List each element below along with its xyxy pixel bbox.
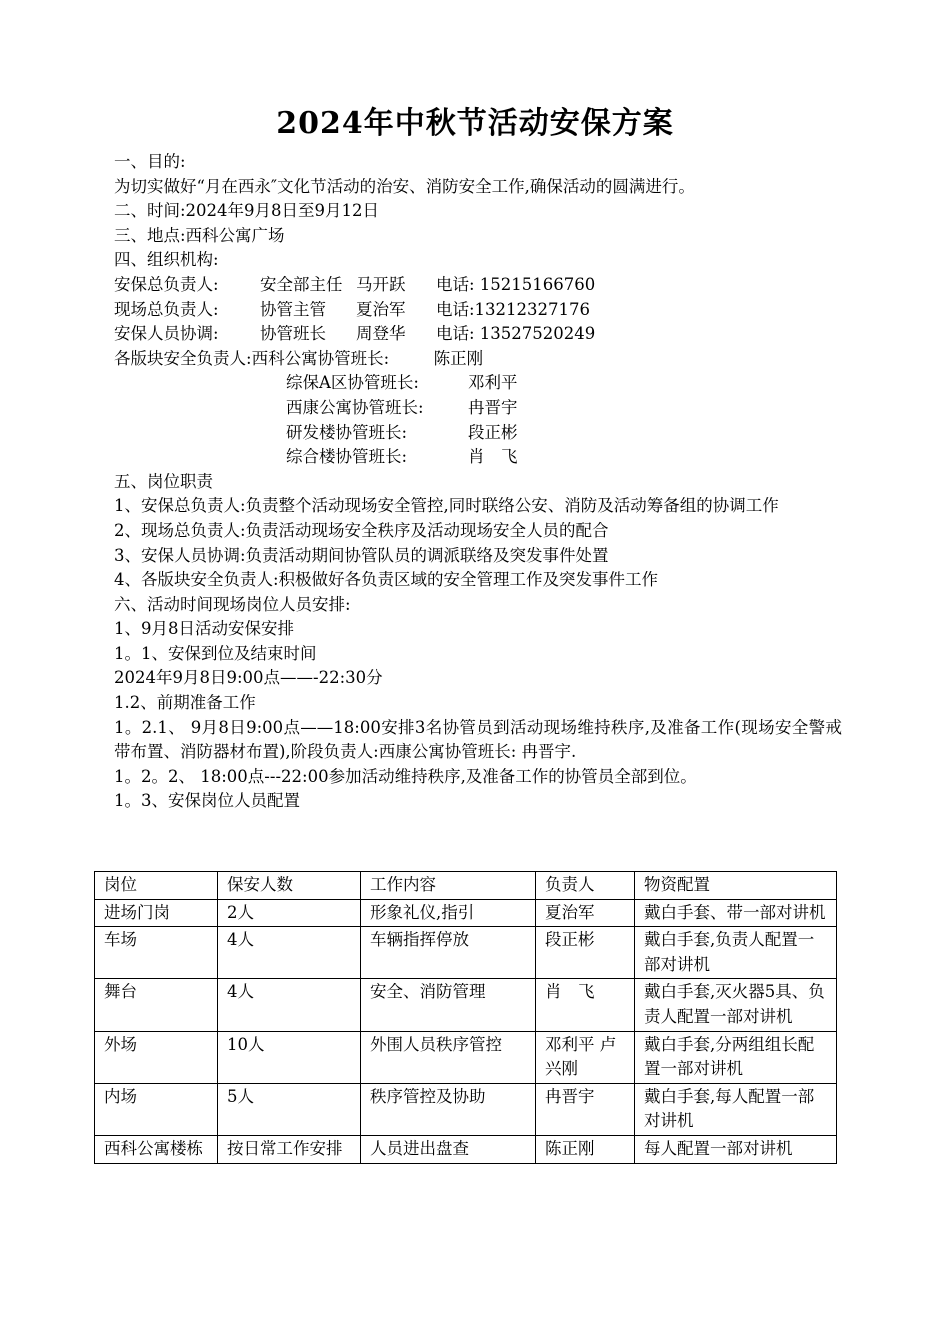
equipment-cell: 戴白手套,灭火器5具、负责人配置一部对讲机	[635, 979, 837, 1031]
duty-cell: 人员进出盘查	[361, 1135, 536, 1163]
table-row	[95, 979, 837, 1031]
block-row	[114, 445, 842, 470]
block-leader: 段正彬	[468, 422, 518, 442]
equipment-cell: 戴白手套、带一部对讲机	[635, 899, 837, 927]
block-row	[114, 421, 842, 446]
section-time: 二、时间:2024年9月8日至9月12日	[114, 201, 380, 221]
count-cell: 2人	[218, 899, 361, 927]
post-cell: 进场门岗	[95, 899, 218, 927]
org-name: 马开跃	[356, 274, 406, 294]
staffing-table	[94, 871, 837, 1164]
schedule-subheading: 1。1、安保到位及结束时间	[114, 643, 317, 663]
schedule-subheading: 1。3、安保岗位人员配置	[114, 791, 300, 811]
column-header: 保安人数	[218, 872, 361, 900]
org-role: 现场总负责人:	[114, 299, 219, 319]
duty-cell: 外围人员秩序管控	[361, 1031, 536, 1083]
table-row	[95, 1031, 837, 1083]
post-cell: 外场	[95, 1031, 218, 1083]
org-role: 安保人员协调:	[114, 324, 219, 344]
leader-cell: 肖 飞	[536, 979, 635, 1031]
table-row	[95, 1135, 837, 1163]
equipment-cell: 戴白手套,分两组组长配置一部对讲机	[635, 1031, 837, 1083]
org-phone: 电话:13212327176	[436, 299, 591, 319]
org-row	[114, 298, 842, 323]
org-row	[114, 273, 842, 298]
duty-item: 4、各版块安全负责人:积极做好各负责区域的安全管理工作及突发事件工作	[114, 570, 659, 590]
blocks-label: 各版块安全负责人:	[114, 348, 252, 368]
leader-cell: 夏治军	[536, 899, 635, 927]
column-header: 物资配置	[635, 872, 837, 900]
section-heading-duties: 五、岗位职责	[114, 471, 213, 491]
block-row	[114, 347, 842, 372]
schedule-day: 1、9月8日活动安保安排	[114, 619, 294, 639]
count-cell: 5人	[218, 1083, 361, 1135]
block-area: 西康公寓协管班长:	[286, 397, 424, 417]
leader-cell: 邓利平 卢兴刚	[536, 1031, 635, 1083]
count-cell: 4人	[218, 979, 361, 1031]
block-leader: 邓利平	[468, 373, 518, 393]
block-row	[114, 371, 842, 396]
post-cell: 舞台	[95, 979, 218, 1031]
block-leader: 肖 飞	[468, 447, 518, 467]
purpose-text: 为切实做好“月在西永″文化节活动的治安、消防安全工作,确保活动的圆满进行。	[114, 176, 695, 196]
column-header: 负责人	[536, 872, 635, 900]
post-cell: 西科公寓楼栋	[95, 1135, 218, 1163]
table-row	[95, 899, 837, 927]
block-area: 研发楼协管班长:	[286, 422, 408, 442]
section-heading-schedule: 六、活动时间现场岗位人员安排:	[114, 594, 351, 614]
org-phone: 电话: 13527520249	[436, 324, 596, 344]
leader-cell: 冉晋宇	[536, 1083, 635, 1135]
equipment-cell: 每人配置一部对讲机	[635, 1135, 837, 1163]
schedule-item: 1。2.1、 9月8日9:00点——18:00安排3名协管员到活动现场维持秩序,及准备工作(现场安全警戒带布置、消防器材布置),阶段负责人:西康公寓协管班长: 冉晋宇.	[114, 717, 842, 762]
equipment-cell: 戴白手套,每人配置一部对讲机	[635, 1083, 837, 1135]
duty-cell: 秩序管控及协助	[361, 1083, 536, 1135]
count-cell: 按日常工作安排	[218, 1135, 361, 1163]
org-title: 协管主管	[260, 299, 326, 319]
table-header-row	[95, 872, 837, 900]
duty-item: 2、现场总负责人:负责活动现场安全秩序及活动现场安全人员的配合	[114, 520, 609, 540]
org-phone: 电话: 15215166760	[436, 274, 596, 294]
equipment-cell: 戴白手套,负责人配置一部对讲机	[635, 927, 837, 979]
org-name: 夏治军	[356, 299, 406, 319]
count-cell: 4人	[218, 927, 361, 979]
org-role: 安保总负责人:	[114, 274, 219, 294]
org-title: 安全部主任	[260, 274, 343, 294]
column-header: 岗位	[95, 872, 218, 900]
block-row	[114, 396, 842, 421]
table-row	[95, 927, 837, 979]
schedule-time: 2024年9月8日9:00点——-22:30分	[114, 668, 383, 688]
org-title: 协管班长	[260, 324, 326, 344]
duty-cell: 安全、消防管理	[361, 979, 536, 1031]
section-heading-purpose: 一、目的:	[114, 152, 186, 171]
post-cell: 内场	[95, 1083, 218, 1135]
post-cell: 车场	[95, 927, 218, 979]
count-cell: 10人	[218, 1031, 361, 1083]
page-title: 2024年中秋节活动安保方案	[276, 106, 674, 141]
block-leader: 冉晋宇	[468, 397, 518, 417]
org-row	[114, 322, 842, 347]
block-area: 西科公寓协管班长:	[251, 348, 390, 368]
table-row	[95, 1083, 837, 1135]
schedule-item: 1。2。2、 18:00点---22:00参加活动维持秩序,及准备工作的协管员全部到位。	[114, 766, 697, 786]
duty-item: 3、安保人员协调:负责活动期间协管队员的调派联络及突发事件处置	[114, 545, 609, 565]
schedule-subheading: 1.2、前期准备工作	[114, 693, 256, 713]
block-area: 综保A区协管班长:	[286, 373, 419, 393]
leader-cell: 陈正刚	[536, 1135, 635, 1163]
org-name: 周登华	[356, 324, 406, 344]
duty-item: 1、安保总负责人:负责整个活动现场安全管控,同时联络公安、消防及活动筹备组的协调工作	[114, 496, 779, 516]
block-leader: 陈正刚	[433, 348, 484, 368]
duty-cell: 形象礼仪,指引	[361, 899, 536, 927]
section-heading-organization: 四、组织机构:	[114, 250, 219, 270]
column-header: 工作内容	[361, 872, 536, 900]
leader-cell: 段正彬	[536, 927, 635, 979]
document-body	[114, 150, 842, 814]
duty-cell: 车辆指挥停放	[361, 927, 536, 979]
block-area: 综合楼协管班长:	[286, 447, 408, 467]
section-location: 三、地点:西科公寓广场	[114, 225, 285, 245]
